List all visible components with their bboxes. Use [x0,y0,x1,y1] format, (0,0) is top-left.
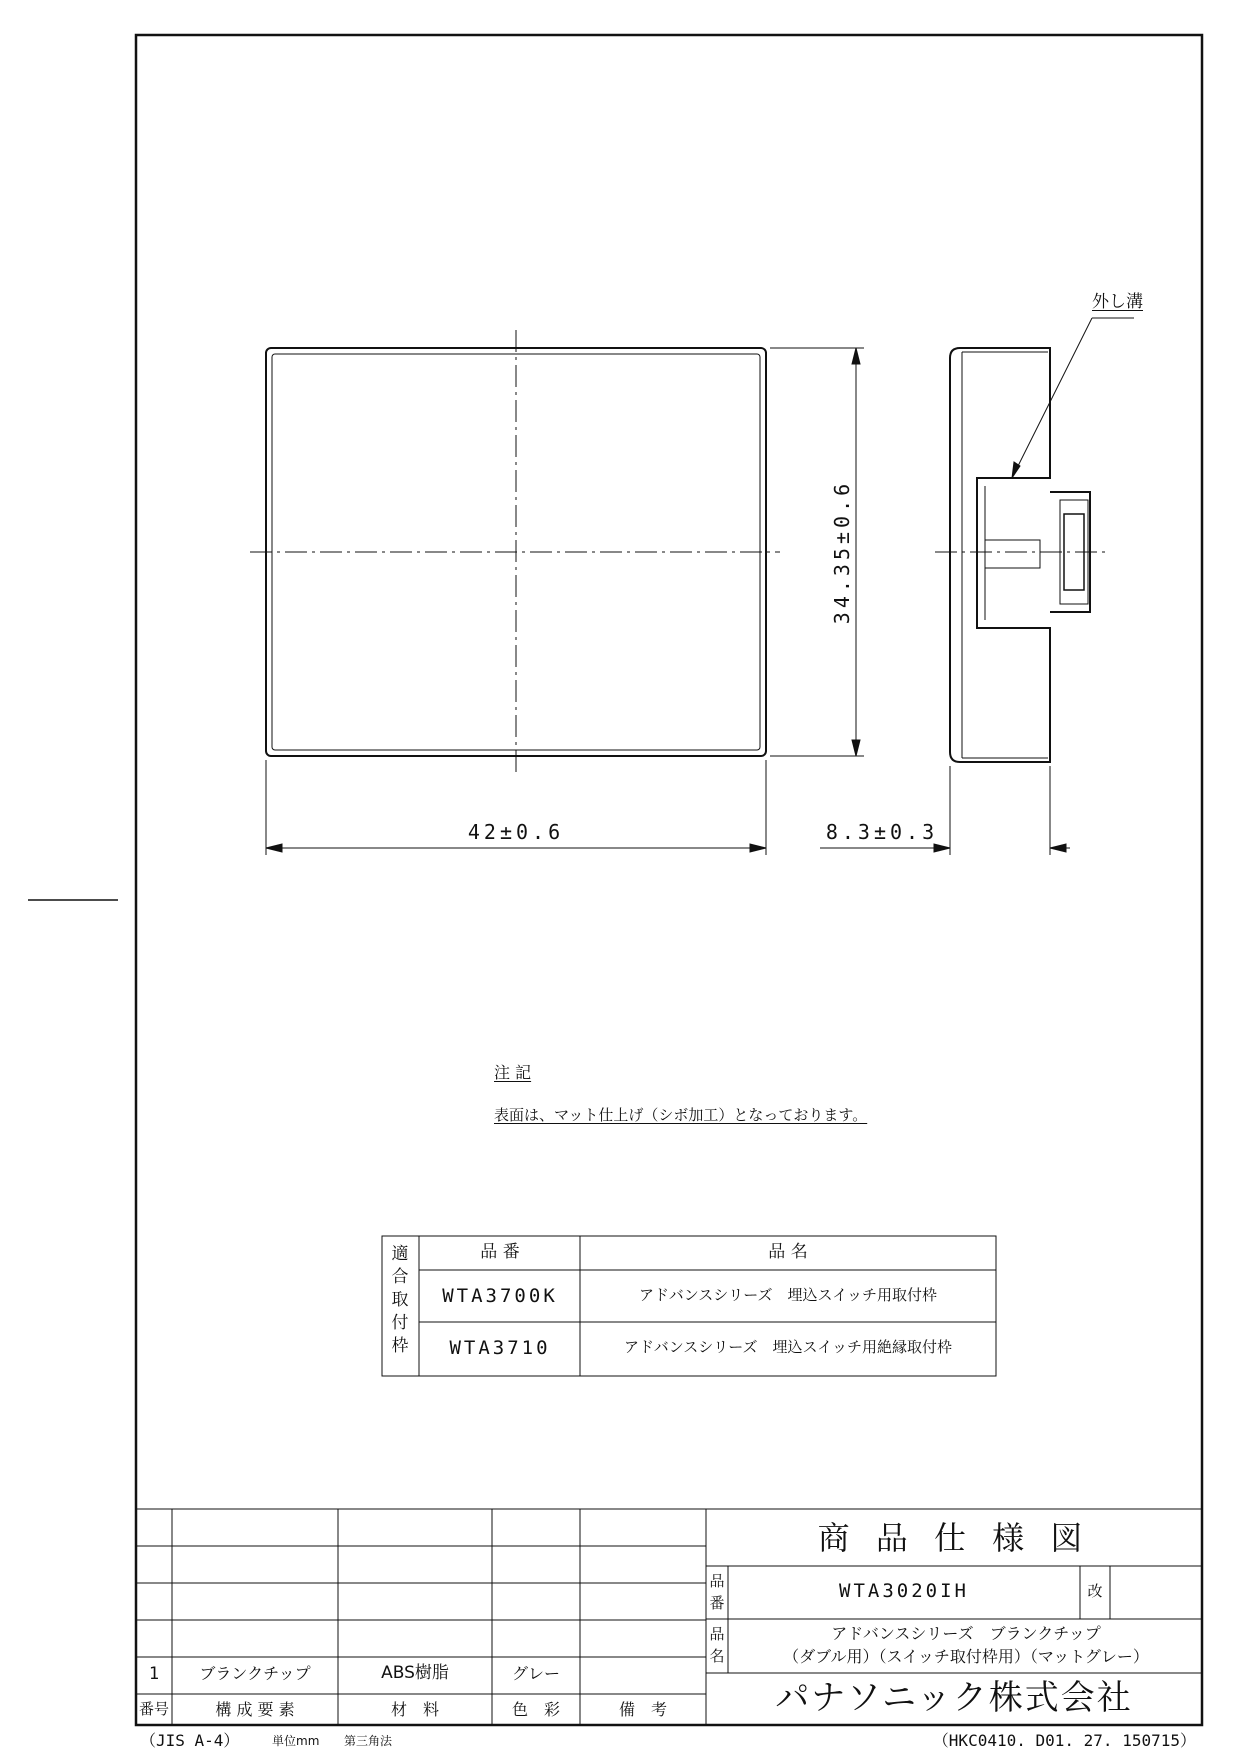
title-part-no: WTA3020IH [839,1580,969,1602]
parts-row-material: ABS樹脂 [381,1663,449,1683]
footer-unit: 単位mm [272,1734,320,1748]
compat-row-part-no: WTA3710 [449,1337,551,1359]
dim-width-label: 42±0.6 [467,820,565,844]
footer-projection: 第三角法 [344,1734,393,1748]
compat-row-name: アドバンスシリーズ 埋込スイッチ用取付枠 [639,1286,937,1304]
dim-height-label: 34.35±0.6 [830,479,854,625]
parts-header-component: 構 成 要 素 [215,1700,295,1719]
revision-label: 改 [1087,1582,1103,1600]
front-view [250,330,780,775]
compat-header-part-no: 品 番 [480,1242,520,1262]
parts-header-no: 番号 [138,1700,170,1718]
side-view [935,348,1110,762]
parts-header-color: 色 彩 [511,1700,561,1719]
compat-header-name: 品 名 [768,1242,808,1262]
sheet-border [136,35,1202,1725]
title-block-title: 商 品 仕 様 図 [817,1519,1091,1557]
callout-leader [1012,318,1134,478]
compat-side-label: 適 合 取 付 枠 [391,1244,409,1356]
compat-row-part-no: WTA3700K [442,1285,558,1307]
parts-table-grid [136,1509,706,1725]
parts-header-material: 材 料 [390,1700,440,1719]
dim-depth-label: 8.3±0.3 [825,820,939,844]
footer-doc-code: （HKC0410. D01. 27. 150715） [932,1731,1196,1750]
title-label-name: 品 名 [709,1625,725,1665]
title-name-line2: （ダブル用）（スイッチ取付枠用）（マットグレー） [783,1647,1149,1666]
callout-label: 外し溝 [1092,292,1143,312]
parts-row-component: ブランクチップ [199,1664,311,1683]
parts-header-remarks: 備 考 [618,1700,668,1719]
notes-heading: 注 記 [494,1063,532,1082]
parts-row-color: グレー [511,1664,561,1683]
title-label-part-no: 品 番 [709,1572,725,1612]
footer-paper: （JIS A-4） [140,1731,240,1750]
company-name: パナソニック株式会社 [775,1678,1133,1718]
parts-row-no: 1 [148,1664,160,1684]
title-name-line1: アドバンスシリーズ ブランクチップ [831,1624,1101,1643]
compat-row-name: アドバンスシリーズ 埋込スイッチ用絶縁取付枠 [624,1338,952,1356]
notes-text: 表面は、マット仕上げ（シボ加工）となっております。 [494,1106,868,1124]
